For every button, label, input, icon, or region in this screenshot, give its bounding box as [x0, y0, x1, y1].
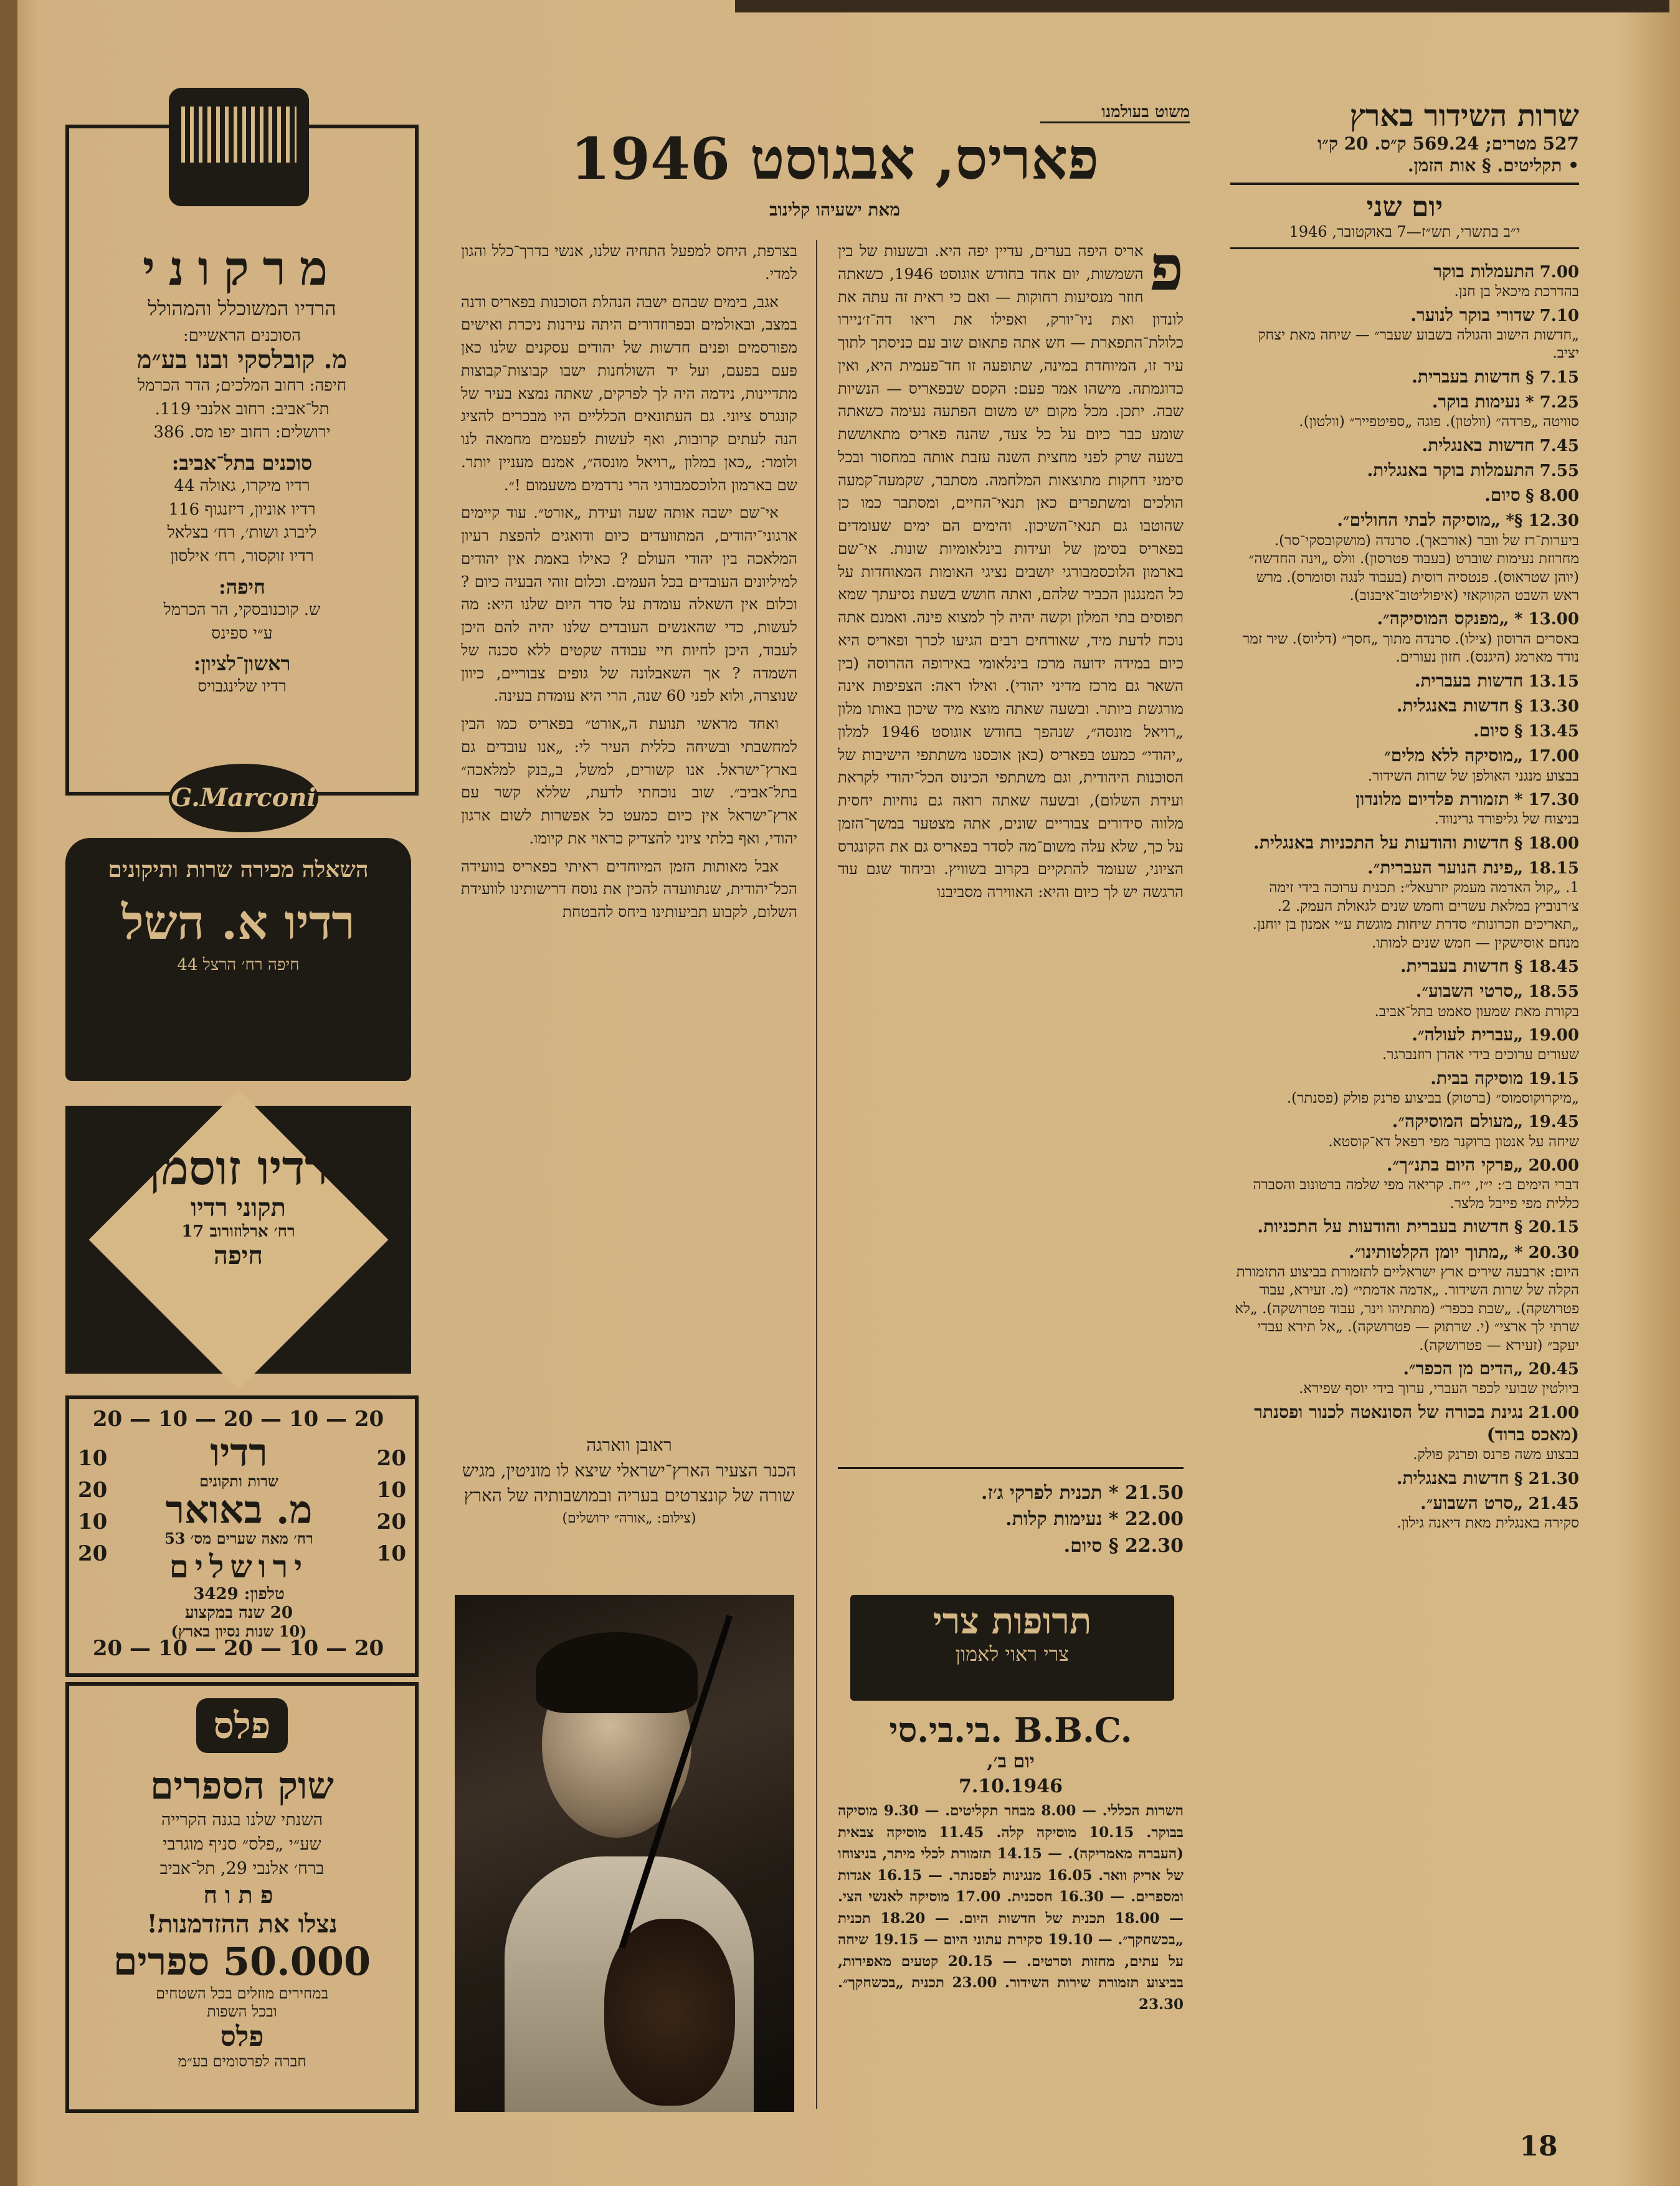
schedule-time: 19.15 — [1528, 1069, 1579, 1088]
schedule-time: 13.45 § — [1514, 722, 1579, 741]
schedule-program: „מפנקס המוסיקה״. — [1377, 608, 1509, 629]
schedule-time: 7.25 * — [1526, 392, 1579, 412]
schedule-signals: • תקליטים. § אות הזמן. — [1407, 154, 1579, 176]
schedule-item — [1230, 1154, 1579, 1213]
schedule-time: 21.30 § — [1514, 1469, 1579, 1488]
bauer-border-numbers: 20 — 10 — 20 — 10 — 20 — [92, 1407, 384, 1432]
schedule-program: תזמורת פלדיום מלונדון — [1355, 789, 1509, 810]
marconi-tagline: הרדיו המשוכלל והמהולל — [148, 297, 336, 320]
schedule-program: „מעולם המוסיקה״. — [1392, 1111, 1524, 1132]
article-paragraph: אי־שם ישבה אותה שעה ועידת „אורט״. עוד קיימים ארגוני־יהודים, המתוועדים כיום ודואגים להפצת רעיון המלאכה בין יהודי העולם ? כאילו באמת אין יהודים למיליונים העובדים בכל העמים. וכלום זוהי הבעיה כיום ? וכלום אין השאלה עומדת על סדר היום שלנו היא: מה לעשות, כדי שהאנשים העובדים שלנו יהיה להם היכן לעבוד, היכן לחיות חיי עבודה שקטים ללא סכנה של השמדה ? אך השאבלונה של גופים צבוריים, כיוון שנוצרה, ולוא לפני 60 שנה, הרי היא עומדת בעינה. — [461, 503, 797, 705]
marconi-agent: רדיו זוקסור, רח׳ אילסון — [170, 547, 314, 566]
bauer-side-number: 20 — [376, 1509, 406, 1534]
marconi-address: תל־אביב: רחוב אלנבי 119. — [154, 399, 330, 419]
eshel-brand: רדיו א. השל — [121, 895, 355, 951]
schedule-date: י״ב בתשרי, תש״ז—7 באוקטובר, 1946 — [1230, 223, 1579, 249]
pales-count: 50.000 ספרים — [113, 1939, 371, 1985]
bauer-name: מ. באואר — [165, 1487, 313, 1533]
violinist-photo — [455, 1595, 794, 2112]
photo-caption — [461, 1433, 797, 1529]
schedule-item — [1230, 1067, 1579, 1108]
marconi-agent: רדיו שלינגבויס — [197, 677, 287, 696]
schedule-item — [1230, 434, 1579, 457]
schedule-item — [1230, 744, 1579, 786]
schedule-program: סיום. — [1473, 720, 1509, 741]
pales-name: פלס — [220, 2021, 264, 2053]
schedule-description: שיחה על אנטון ברוקנר מפי רפאל דא־קוסטא. — [1328, 1133, 1579, 1150]
bauer-side-number: 20 — [376, 1446, 406, 1471]
bauer-radio: רדיו — [210, 1430, 268, 1475]
bauer-side-number: 10 — [78, 1446, 108, 1471]
schedule-time: 19.00 — [1528, 1026, 1579, 1045]
schedule-program: מוסיקה בבית. — [1430, 1067, 1524, 1088]
schedule-program: „סרטי השבוע״. — [1415, 981, 1524, 1002]
schedule-description: בהדרכת מיכאל בן חנן. — [1454, 283, 1579, 300]
marconi-address: ירושלים: רחוב יפו מס. 386 — [153, 423, 331, 442]
drop-cap: פ — [1149, 231, 1184, 305]
marconi-agent: רדיו אוניון, דיזנגוף 116 — [168, 500, 316, 519]
pales-line: ובכל השפות — [207, 2003, 277, 2021]
pales-logo: פלס — [196, 1698, 288, 1753]
schedule-time: 18.45 § — [1514, 958, 1579, 977]
article-headline: פאריס, אבגוסט 1946 — [570, 125, 1099, 192]
bauer-center — [128, 1430, 349, 1641]
bauer-side-left — [78, 1443, 107, 1570]
schedule-frequency: 527 מטרים; 569.24 ק״ס. 20 ק״ו — [1317, 133, 1579, 154]
tsari-brand: תרופות צרי — [933, 1600, 1092, 1642]
eshel-address: חיפה רח׳ הרצל 44 — [177, 956, 300, 975]
marconi-address: חיפה: רחוב המלכים; הדר הכרמל — [137, 376, 347, 395]
schedule-item — [1230, 1492, 1579, 1533]
schedule-description: בניצוח של גליפורד גרינווד. — [1434, 811, 1579, 828]
radio-set-icon — [169, 88, 309, 206]
article-column-2 — [461, 240, 797, 924]
schedule-time: 21.00 — [1528, 1403, 1579, 1422]
divider — [1230, 183, 1579, 185]
bauer-side-number: 10 — [376, 1478, 406, 1503]
marconi-section: ראשון־לציון: — [193, 652, 291, 676]
marconi-section: סוכנים בתל־אביב: — [171, 451, 313, 475]
page-top-edge — [735, 0, 1669, 12]
schedule-item — [1230, 484, 1579, 506]
schedule-item — [1230, 260, 1579, 302]
bbc-day: יום ב׳, — [987, 1751, 1035, 1772]
column-divider — [816, 240, 817, 2109]
schedule-time: 21.45 — [1528, 1494, 1579, 1513]
schedule-program: חדשות בעברית. — [1412, 366, 1521, 387]
pales-line: ברח׳ אלנבי 29, תל־אביב — [159, 1859, 325, 1879]
schedule-time: 22.00 * — [1108, 1508, 1184, 1531]
schedule-time: 7.15 § — [1526, 368, 1579, 387]
schedule-item — [1230, 980, 1579, 1021]
schedule-program: התעמלות בוקר — [1433, 260, 1535, 282]
schedule-description: ביערות־רז של וובר (אורבאך). סרנדה (מושקובסקי־סר). מחרוזת נעימות שוברט (בעבוד פטרסון). וולס „וינה החדשה״ (יוהן שטראוס). פנטסיה רוסית (בעבוד לנגה וסומרס). מרש ראש השבט הקווקאזי (איפוליטוב־איבנוב). — [1248, 532, 1579, 604]
schedule-description: 1. „קול האדמה מעמק יזרעאל״: תכנית ערוכה בידי זימה צ׳רנוביץ במלאת עשרים וחמש שנים לגאולת העמק. 2. „תאריכים וזכרונות״ סדרת שיחות מוגשת ע״י אמנון בן יוחנן. מנחם אוסישקין — חמש שנים למותו. — [1252, 880, 1579, 951]
schedule-program: חדשות בעברית והודעות על התכניות. — [1257, 1216, 1509, 1237]
pales-company: חברה לפרסומים בע״מ — [178, 2053, 306, 2071]
marconi-logo: G.Marconi — [169, 764, 318, 832]
schedule-time: 18.55 — [1528, 982, 1579, 1002]
schedule-program: „מוסיקה לבתי החולים״. — [1337, 510, 1501, 531]
pales-open: פתוח — [203, 1881, 281, 1909]
photo-credit: (צילום: „אורה״ ירושלים) — [562, 1510, 696, 1526]
schedule-description: סוויטה „פרדה״ (וולטון). פוגה „ספיטפייר״ (וולטון). — [1299, 414, 1579, 430]
schedule-time: 13.30 § — [1514, 696, 1579, 716]
schedule-program: חדשות בעברית. — [1400, 956, 1509, 977]
bauer-address: רח׳ מאה שערים מס׳ 53 — [164, 1529, 313, 1547]
schedule-item — [1230, 391, 1579, 432]
bauer-side-number: 10 — [376, 1541, 406, 1566]
schedule-description: בקורת מאת שמעון סאמט בתל־אביב. — [1374, 1003, 1579, 1020]
schedule-item — [1230, 1024, 1579, 1065]
bbc-schedule: השרות הכללי. — 8.00 מבחר תקליטים. — 9.30 מוסיקה בבוקר. 10.15 מוסיקה קלה. 11.45 מוסיקה צבאית (העברה מאמריקה). — 14.15 תזמורת לכלי מיתר, בניצוחו של אריק וואר. 16.05 מנגינות לפסנתר. — 16.15 אגדות ומספרים. — 16.30 חסכנית. 17.00 מוסיקה לאנשי הצי. — 18.00 תכנית של חדשות היום. — 18.20 תכנית „בכשחקך״. — 19.10 סקירת עתוני היום — 19.15 שיחה על עתים, מחזות וסרטים. — 20.15 קטעים מאפירות, בביצוע תזמורת שירות השידור. 23.00 תכנית „בכשחקך״. 23.30 — [838, 1802, 1184, 2013]
schedule-item — [1230, 304, 1579, 363]
caption-text: הכנר הצעיר הארץ־ישראלי שיצא לו מוניטין, מגיש שורה של קונצרטים בעריה ובמושבותיה של הארץ — [462, 1460, 797, 1506]
zussman-brand: רדיו זוסמן — [148, 1140, 328, 1195]
schedule-program: סיום. — [1484, 485, 1521, 506]
pales-line: במחירים מוזלים בכל השטחים — [155, 1985, 329, 2003]
section-kicker: משוט בעולמנו — [1040, 103, 1190, 123]
marconi-ad — [65, 125, 419, 812]
schedule-item — [1230, 955, 1579, 977]
schedule-item — [1230, 459, 1579, 482]
schedule-item — [1230, 1357, 1579, 1399]
schedule-time: 8.00 § — [1526, 487, 1579, 506]
schedule-item — [1230, 670, 1579, 692]
schedule-description: דברי הימים ב׳: י״ז, י״ח. קריאה מפי שלמה ברטונוב והסברה כללית מפי פייבל מלצר. — [1253, 1177, 1579, 1212]
schedule-program: שדורי בוקר לנוער. — [1410, 304, 1535, 325]
schedule-program: חדשות והודעות על התכניות באנגלית. — [1253, 832, 1509, 853]
schedule-description: בבצוע מנגני האולפן של שרות השידור. — [1367, 767, 1579, 784]
marconi-section: חיפה: — [219, 574, 265, 599]
zussman-service: תקוני רדיו — [190, 1192, 287, 1222]
schedule-item — [1230, 1401, 1579, 1465]
schedule-program: חדשות בעברית. — [1414, 670, 1524, 691]
schedule-time: 20.00 — [1528, 1156, 1579, 1176]
schedule-item — [1230, 1241, 1579, 1355]
schedule-time: 21.50 * — [1108, 1482, 1184, 1504]
bauer-side-number: 10 — [78, 1509, 108, 1534]
zussman-text — [65, 1140, 411, 1270]
schedule-item — [1230, 1215, 1579, 1238]
pales-title: שוק הספרים — [150, 1764, 334, 1808]
schedule-time: 13.15 — [1528, 672, 1579, 691]
bauer-radio-ad — [65, 1395, 419, 1677]
schedule-description: בבצוע משה פרנס ופרנק פולק. — [1413, 1447, 1579, 1463]
schedule-time: 20.30 * — [1514, 1243, 1579, 1262]
marconi-name: מרקוני — [142, 240, 342, 296]
bauer-services: שרות ותקונים — [199, 1472, 278, 1490]
marconi-agents-header: הסוכנים הראשיים: — [183, 326, 301, 345]
late-schedule-item — [838, 1508, 1184, 1531]
zussman-radio-ad — [65, 1106, 411, 1374]
schedule-item — [1230, 832, 1579, 854]
schedule-item — [1230, 1110, 1579, 1151]
schedule-program: „מוסיקה ללא מלים״ — [1384, 745, 1524, 766]
schedule-day: יום שני — [1366, 191, 1443, 223]
pales-books-ad — [65, 1682, 419, 2113]
article-paragraph: בצרפת, היחס למפעל התחיה שלנו, אנשי בדרך־כלל והגון למדי. — [461, 242, 797, 283]
schedule-time: 7.00 — [1539, 262, 1579, 282]
article-column-1 — [838, 231, 1184, 904]
schedule-description: „מיקרוקוסמוס״ (ברטוק) בביצוע פרנק פולק (פסנתר). — [1286, 1090, 1579, 1106]
schedule-program: „סרט השבוע״. — [1420, 1492, 1524, 1513]
zussman-city: חיפה — [214, 1240, 263, 1270]
schedule-program: נגינת בכורה של הסונאטה לכנור ופסנתר (מאכס ברוד) — [1254, 1401, 1579, 1445]
schedule-time: 17.00 — [1528, 747, 1579, 766]
schedule-time: 20.45 — [1528, 1359, 1579, 1379]
broadcast-schedule — [1230, 100, 1579, 1536]
schedule-time: 18.15 — [1528, 859, 1579, 878]
schedule-time: 22.30 § — [1108, 1534, 1184, 1557]
late-schedule — [838, 1467, 1184, 1561]
pales-line: שע״י „פלס״ סניף מוגרבי — [163, 1835, 321, 1855]
schedule-description: באסרים הרוסון (צילו). סרנדה מתוך „חסך״ (דליוס). שיר זמר נודד מארמג (היגנס). חזון נעורים. — [1242, 630, 1579, 666]
tsari-ad — [850, 1595, 1174, 1701]
schedule-program: „מתוך יומן הקלטותינו״. — [1348, 1241, 1509, 1262]
schedule-program: חדשות באנגלית. — [1421, 434, 1535, 455]
schedule-time: 19.45 — [1528, 1113, 1579, 1132]
schedule-item — [1230, 509, 1579, 605]
marconi-agent: ש. קוכנובסקי, הר הכרמל — [163, 600, 321, 619]
schedule-program: חדשות באנגלית. — [1396, 1467, 1509, 1488]
schedule-list — [1230, 260, 1579, 1533]
pales-line: השנתי שלנו בגנה הקרייה — [161, 1810, 323, 1830]
schedule-time: 13.00 * — [1514, 610, 1579, 629]
schedule-program: „פרקי היום בתנ״ך״. — [1386, 1154, 1524, 1176]
bauer-phone: טלפון: 3429 — [193, 1585, 285, 1604]
bauer-city: ירושלים — [169, 1548, 309, 1585]
marconi-agent: ע״י ספינס — [211, 624, 273, 643]
schedule-title: שרות השידור בארץ — [1349, 98, 1579, 133]
schedule-program: תכנית לפרקי ג׳ז. — [981, 1482, 1103, 1504]
schedule-time: 7.10 — [1539, 306, 1579, 325]
schedule-program: חדשות באנגלית. — [1396, 695, 1509, 716]
schedule-item — [1230, 1467, 1579, 1490]
schedule-program: „פינת הנוער העברית״. — [1367, 857, 1524, 878]
article-byline: מאת ישעיהו קלינוב — [769, 199, 900, 220]
article-paragraph: ואחד מראשי תנועת ה„אורט״ בפאריס כמו הבין למחשבתי ובשיחה כללית העיר לי: „אנו עובדים גם בארץ־ישראל. אנו קשורים, למשל, ב„בנק למלאכה״ בתל־אביב״. שוב נוכחתי לדעת, שללא קשר עם ארץ־ישראל אין כיום כמעט כל אפשרות לשום ארגון יהודי, ואף בלתי ציוני להצדיק כראוי את קיומו. — [461, 715, 797, 847]
zussman-address: רח׳ ארלוזורוב 17 — [181, 1222, 295, 1241]
eshel-radio-ad — [65, 838, 411, 1081]
schedule-program: „הדים מן הכפר״. — [1403, 1357, 1524, 1379]
schedule-item — [1230, 366, 1579, 388]
schedule-time: 7.45 — [1539, 436, 1579, 455]
schedule-time: 12.30 §* — [1506, 511, 1579, 531]
schedule-item — [1230, 788, 1579, 829]
article-paragraph: אגב, בימים שבהם ישבה הנהלת הסוכנות בפאריס ודנה במצב, ובאולמים ובפרוזדורים היתה עירנות ניכרת ואישים מפורסמים ופנים חדשות של יהודים עסקנים שלנו כאן פעם בפעם, ועל יד השולחנות ישבו קבוצות־קבוצות מתדיינות, נידמה היה לך לפרקים, שאתה נמצא בעיר של קונגרס ציוני. גם העתונאים הכלליים היו מבכרים להציג הנה לעתים קרובות, ואף לעשות לפעמים מחמאה לנו ולומר: „כאן במלון „רויאל מונסה״, אמנם מעניין יותר. שם בארמון הלוכסמבורגי הרי נרדמים משעמום !״. — [461, 292, 797, 494]
schedule-description: היום: ארבעה שירים ארץ ישראליים לתזמורת בביצוע התזמורת הקלה של שרות השידור. „אדמה אדמתי״ (מ. זעירא, עבוד פטרושקה). „שבת בכפר״ (מתתיהו וינר, עבוד פטרושקה). „לא שרתי לך ארצי״ (י. שרתוק — פטרושקה). „אל תירא עבדי יעקב״ (זעירא — פטרושקה). — [1235, 1263, 1579, 1354]
schedule-time: 20.15 § — [1514, 1218, 1579, 1237]
bauer-side-number: 20 — [78, 1541, 108, 1566]
schedule-description: ביולטין שבועי לכפר העברי, ערוך בידי יוסף שפירא. — [1299, 1381, 1579, 1397]
marconi-agent: רדיו מיקרו, גאולה 44 — [174, 477, 310, 496]
bauer-border-numbers: 20 — 10 — 20 — 10 — 20 — [92, 1636, 384, 1661]
marconi-agent: ליברג ושות׳, רח׳ בצלאל — [167, 523, 317, 543]
caption-name: ראובן ווארגה — [586, 1435, 672, 1455]
schedule-item — [1230, 607, 1579, 667]
radio-grille — [181, 107, 297, 163]
schedule-program: התעמלות בוקר באנגלית. — [1367, 459, 1535, 480]
schedule-item — [1230, 720, 1579, 742]
schedule-time: 17.30 * — [1514, 791, 1579, 810]
article-paragraph: אבל מאותות הזמן המיוחדים ראיתי בפאריס בוועידה הכל־יהודית, שנתוועדה להכין את נוסח דרישותינו לוועידת השלום, לקבוע תביעותינו ביחס להבטחת — [461, 857, 797, 921]
schedule-description: „חדשות הישוב והגולה בשבוע שעבר״ — שיחה מאת יצחק יציב. — [1258, 326, 1579, 362]
photo-hair — [536, 1632, 698, 1713]
bauer-experience-note: (10 שנות נסיון בארץ) — [171, 1622, 307, 1640]
schedule-description: סקירה באנגלית מאת דיאנה גילון. — [1397, 1515, 1579, 1532]
late-schedule-item — [838, 1481, 1184, 1505]
bbc-title: בי.בי.סי. B.B.C. — [889, 1710, 1132, 1750]
schedule-item — [1230, 857, 1579, 953]
schedule-program: נעימות קלות. — [1005, 1508, 1103, 1531]
article-text-1: אריס היפה בערים, עדיין יפה היא. ובשעות של בין השמשות, יום אחד בחודש אוגוסט 1946, כשאתה חוזר מנסיעות רחוקות — ואם כי ראית זה עתה את לונדון ואת ניו־יורק, ואפילו את ריאו דה־ז׳ניירו כלולת־התפארת — חש אתה פתאום שוב עם כניסתך לתוך עיר זו, המיוחדת במינה, שתופעה זו חד־פעמית היא, ואין כדוגמתה. מישהו אמר פעם: הקסם שבפאריס — הנשיות שבה. יתכן. מכל מקום יש משום הפתעה נעימה כשאתה שומע כבר כיום על כל צעד, שהנה פאריס מתאוששת בשעה שרק לפני מחצית השנה עזבת אותה במחסור ובכל סימני דחקות מתוצאות המלחמה. מסתבר, שקמעה־קמעה הולכים ומשתפרים כאן תנאי־החיים, ומסתבר כמו כן שהוטבו גם תנאי־השיכון. והימים הם ימים שעומדים בפאריס בסימן של ועידות בינלאומיות שונות. אי־שם בארמון הלוכסמבורגי יושבים נציגי האומות המאוחדות על כל המנגנון הכביר שלהם, ואתה חושש בשעת נסיעתך שמא תפוסים בתי המלון וקשה יהיה לך למצוא פינה. ואמנם אתה נוכח לדעת מיד, שאורחים רבים הגיעו לכרך ופאריס היא כיום במידה ידועה מרכז בינלאומי באירופה ההרוסה (בין השאר גם מרכז מדיני יהודי). ואילו ראה: הצפיפות אינה מורגשת ביותר. ובשעה שאתה מוצא מיד שיכון באותו מלון „רויאל מונסה״, שנהפך בחודש אוגוסט 1946 למלון „יהודי״ כמעט בפאריס (כאן אוכסנו משתתפי הישיבות של הסוכנות היהודית, וגם משתתפי הכינוס הכל־יהודי לקראת ועידת השלום), ובשעה שאתה רואה גם נוחיות יחסית מלווה סידורים צבוריים שונים, אתה מצטער במשך־הזמן על כך, שלא עלה משום־מה לסדר בפאריס גם את הקונגרס הציוני, שעומד להתקיים בקרוב בשוויץ. וביחוד שגם עוד הרגשה יש לך כיום והיא: האווירה מסביבנו — [838, 242, 1184, 901]
bauer-side-number: 20 — [78, 1478, 108, 1503]
schedule-time: 18.00 § — [1514, 834, 1579, 853]
binding-spine — [0, 0, 17, 2186]
schedule-program: „עברית לעולה״. — [1412, 1024, 1524, 1045]
bbc-date: 7.10.1946 — [958, 1775, 1063, 1797]
schedule-item — [1230, 695, 1579, 717]
eshel-services: השאלה מכירה שרות ותיקונים — [108, 857, 369, 883]
tsari-slogan: צרי ראוי לאמון — [955, 1642, 1070, 1666]
bauer-experience: 20 שנה במקצוע — [185, 1604, 293, 1622]
schedule-program: נעימות בוקר. — [1431, 391, 1521, 412]
bauer-side-right — [377, 1443, 406, 1570]
schedule-program: סיום. — [1063, 1534, 1103, 1557]
schedule-description: שעורים ערוכים בידי אהרן רוזנברגר. — [1382, 1047, 1579, 1063]
schedule-time: 7.55 — [1539, 461, 1579, 480]
pales-opportunity: נצלו את ההזדמנות! — [146, 1909, 338, 1939]
marconi-firm: מ. קובלסקי ובנו בע״מ — [136, 345, 348, 374]
page-number: 18 — [1519, 2131, 1558, 2162]
late-schedule-item — [838, 1534, 1184, 1558]
